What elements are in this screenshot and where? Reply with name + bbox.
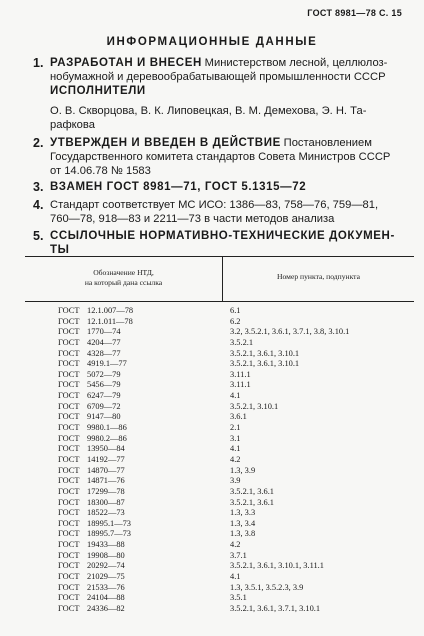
clause-numbers: 3.5.2.1, 3.6.1, 3.7.1, 3.10.1: [230, 603, 321, 613]
ntd-designation: 5072—79: [87, 369, 121, 379]
table-row: [25, 317, 414, 328]
table-row: [25, 349, 414, 360]
document-title: ИНФОРМАЦИОННЫЕ ДАННЫЕ: [106, 36, 318, 48]
ntd-designation: 14870—77: [87, 465, 125, 475]
table-row: [25, 498, 414, 509]
gost-prefix: ГОСТ: [58, 348, 80, 358]
clause-numbers: 4.2: [230, 454, 241, 464]
clause-numbers: 3.2, 3.5.2.1, 3.6.1, 3.7.1, 3.8, 3.10.1: [230, 327, 350, 337]
clause-numbers: 2.1: [230, 423, 241, 433]
section-4: [33, 198, 405, 226]
clause-numbers: 4.2: [230, 540, 241, 550]
table-row: [25, 359, 414, 370]
section-text: Стандарт соответствует МС ИСО: 1386—83, 758—76, 759—81,: [50, 199, 379, 211]
clause-numbers: 4.1: [230, 572, 241, 582]
page-header: ГОСТ 8981—78 С. 15: [307, 8, 402, 18]
section-text: от 14.06.78 № 1583: [50, 165, 151, 177]
ntd-designation: 24104—88: [87, 593, 125, 603]
ntd-designation: 19433—88: [87, 540, 125, 550]
table-header-rule: [25, 301, 414, 302]
clause-numbers: 3.5.2.1, 3.6.1: [230, 497, 274, 507]
ntd-designation: 18995.1—73: [87, 518, 131, 528]
table-row: [25, 391, 414, 402]
section-heading: ТЫ: [50, 244, 70, 256]
clause-numbers: 6.1: [230, 306, 241, 315]
gost-prefix: ГОСТ: [58, 444, 80, 454]
ntd-designation: 12.1.011—78: [87, 316, 133, 326]
clause-numbers: 1.3, 3.9: [230, 465, 256, 475]
gost-prefix: ГОСТ: [58, 603, 80, 613]
table-row: [25, 455, 414, 466]
gost-prefix: ГОСТ: [58, 465, 80, 475]
table-row: [25, 338, 414, 349]
gost-prefix: ГОСТ: [58, 337, 80, 347]
gost-prefix: ГОСТ: [58, 369, 80, 379]
section-2: [33, 136, 405, 178]
table-row: [25, 508, 414, 519]
clause-numbers: 3.5.2.1, 3.6.1, 3.10.1: [230, 359, 300, 369]
section-number: 3.: [33, 180, 44, 194]
ntd-designation: 19908—80: [87, 550, 125, 560]
ntd-designation: 18995.7—73: [87, 529, 131, 539]
section-number: 5.: [33, 229, 44, 243]
clause-numbers: 3.1: [230, 433, 241, 443]
ntd-designation: 21533—76: [87, 582, 125, 592]
clause-numbers: 3.11.1: [230, 380, 251, 390]
table-row: [25, 412, 414, 423]
section-heading: РАЗРАБОТАН И ВНЕСЕН: [50, 57, 202, 69]
gost-prefix: ГОСТ: [58, 316, 80, 326]
clause-numbers: 3.5.2.1, 3.10.1: [230, 401, 279, 411]
table-row: [25, 402, 414, 413]
header-text: Обозначение НТД,: [93, 268, 154, 277]
clause-numbers: 1.3, 3.4: [230, 518, 256, 528]
section-5: [33, 229, 405, 257]
ntd-designation: 1770—74: [87, 327, 121, 337]
gost-prefix: ГОСТ: [58, 391, 80, 401]
ntd-designation: 21029—75: [87, 572, 125, 582]
section-3: [33, 180, 405, 194]
table-row: [25, 540, 414, 551]
gost-prefix: ГОСТ: [58, 359, 80, 369]
gost-prefix: ГОСТ: [58, 476, 80, 486]
ntd-designation: 20292—74: [87, 561, 125, 571]
table-top-rule: [25, 256, 414, 257]
table-row: [25, 434, 414, 445]
section-heading: УТВЕРЖДЕН И ВВЕДЕН В ДЕЙСТВИЕ: [50, 137, 281, 149]
ntd-designation: 14871—76: [87, 476, 125, 486]
gost-prefix: ГОСТ: [58, 423, 80, 433]
section-text: Государственного комитета стандартов Совета Министров СССР: [50, 151, 391, 163]
section-1: [33, 56, 405, 98]
section-text: Постановлением: [283, 137, 372, 149]
clause-numbers: 3.5.2.1, 3.6.1: [230, 486, 274, 496]
section-number: 4.: [33, 198, 44, 212]
gost-prefix: ГОСТ: [58, 550, 80, 560]
performers-list: [50, 104, 405, 132]
ntd-designation: 6247—79: [87, 391, 121, 401]
table-row: [25, 583, 414, 594]
table-row: [25, 476, 414, 487]
ntd-designation: 4204—77: [87, 337, 121, 347]
table-row: [25, 423, 414, 434]
ntd-designation: 17299—78: [87, 486, 125, 496]
gost-prefix: ГОСТ: [58, 593, 80, 603]
gost-prefix: ГОСТ: [58, 508, 80, 518]
ntd-designation: 9980.2—86: [87, 433, 127, 443]
clause-numbers: 3.7.1: [230, 550, 247, 560]
gost-prefix: ГОСТ: [58, 306, 80, 315]
ntd-designation: 5456—79: [87, 380, 121, 390]
gost-prefix: ГОСТ: [58, 380, 80, 390]
table-row: [25, 380, 414, 391]
clause-numbers: 1.3, 3.3: [230, 508, 256, 518]
gost-prefix: ГОСТ: [58, 582, 80, 592]
clause-numbers: 1.3, 3.5.1, 3.5.2.3, 3.9: [230, 582, 304, 592]
clause-numbers: 4.1: [230, 444, 241, 454]
gost-prefix: ГОСТ: [58, 412, 80, 422]
clause-numbers: 4.1: [230, 391, 241, 401]
gost-prefix: ГОСТ: [58, 540, 80, 550]
clause-numbers: 3.5.2.1, 3.6.1, 3.10.1: [230, 348, 300, 358]
header-text: на который дана ссылка: [84, 278, 163, 287]
section-text: Министерством лесной, целлюлоз-: [204, 57, 388, 69]
table-row: [25, 572, 414, 583]
section-text: 760—78, 918—83 и 2211—73 в части методов анализа: [50, 213, 335, 225]
gost-prefix: ГОСТ: [58, 529, 80, 539]
ntd-designation: 14192—77: [87, 454, 125, 464]
performers-line: рафкова: [50, 119, 95, 131]
ntd-designation: 4328—77: [87, 348, 121, 358]
table-row: [25, 327, 414, 338]
clause-numbers: 3.5.1: [230, 593, 247, 603]
table-row: [25, 561, 414, 572]
gost-prefix: ГОСТ: [58, 401, 80, 411]
table-row: [25, 551, 414, 562]
clause-numbers: 6.2: [230, 316, 241, 326]
gost-prefix: ГОСТ: [58, 518, 80, 528]
performers-heading: ИСПОЛНИТЕЛИ: [50, 85, 146, 97]
section-number: 1.: [33, 56, 44, 70]
gost-prefix: ГОСТ: [58, 433, 80, 443]
ntd-designation: 4919.1—77: [87, 359, 127, 369]
clause-numbers: 3.5.2.1: [230, 337, 254, 347]
clause-numbers: 3.9: [230, 476, 241, 486]
gost-prefix: ГОСТ: [58, 327, 80, 337]
gost-prefix: ГОСТ: [58, 561, 80, 571]
section-heading: ВЗАМЕН ГОСТ 8981—71, ГОСТ 5.1315—72: [50, 181, 307, 193]
table-header-clause: Номер пункта, подпункта: [277, 272, 360, 281]
clause-numbers: 1.3, 3.8: [230, 529, 256, 539]
table-header-designation: [25, 268, 222, 288]
clause-numbers: 3.11.1: [230, 369, 251, 379]
table-row: [25, 444, 414, 455]
section-number: 2.: [33, 136, 44, 150]
gost-prefix: ГОСТ: [58, 497, 80, 507]
gost-prefix: ГОСТ: [58, 486, 80, 496]
gost-prefix: ГОСТ: [58, 572, 80, 582]
performers-line: О. В. Скворцова, В. К. Липовецкая, В. М. Демехова, Э. Н. Та-: [50, 105, 367, 117]
section-heading: ССЫЛОЧНЫЕ НОРМАТИВНО-ТЕХНИЧЕСКИЕ ДОКУМЕН-: [50, 230, 395, 242]
gost-prefix: ГОСТ: [58, 454, 80, 464]
ntd-designation: 9147—80: [87, 412, 121, 422]
ntd-designation: 18300—87: [87, 497, 125, 507]
section-text: нобумажной и деревообрабатывающей промышленности СССР: [50, 71, 386, 83]
ntd-designation: 13950—84: [87, 444, 125, 454]
table-row: [25, 529, 414, 540]
table-row: [25, 519, 414, 530]
table-row: [25, 370, 414, 381]
ntd-designation: 12.1.007—78: [87, 306, 134, 315]
ntd-designation: 9980.1—86: [87, 423, 127, 433]
table-row: [25, 466, 414, 477]
ntd-designation: 24336—82: [87, 603, 125, 613]
ntd-designation: 18522—73: [87, 508, 125, 518]
clause-numbers: 3.5.2.1, 3.6.1, 3.10.1, 3.11.1: [230, 561, 324, 571]
table-body: [25, 306, 414, 615]
ntd-designation: 6709—72: [87, 401, 121, 411]
table-row: [25, 487, 414, 498]
table-row: [25, 604, 414, 615]
clause-numbers: 3.6.1: [230, 412, 247, 422]
table-row: [25, 593, 414, 604]
table-row: [25, 306, 414, 317]
